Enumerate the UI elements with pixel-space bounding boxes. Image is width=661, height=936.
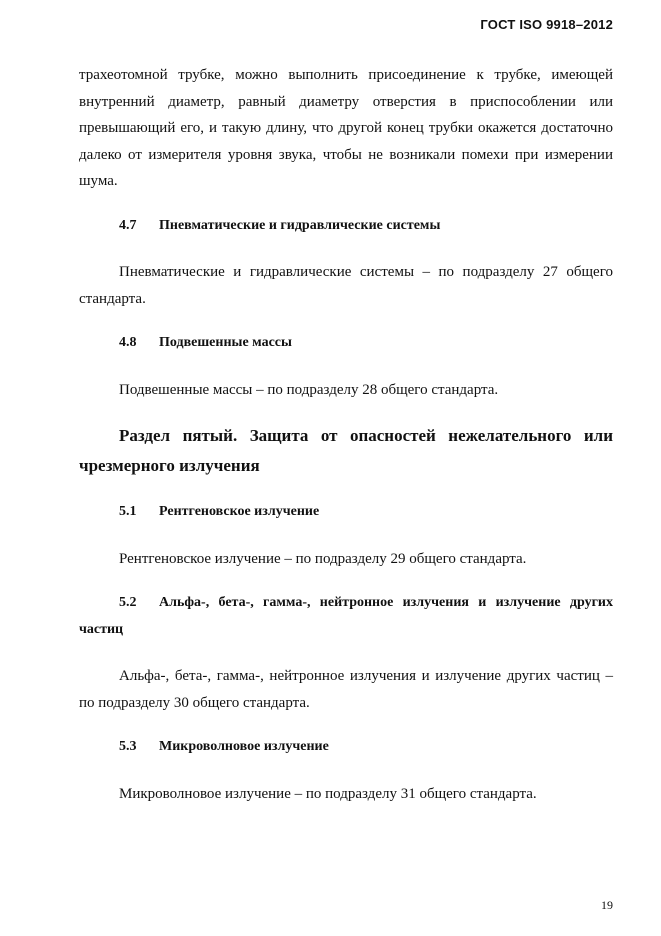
heading-number: 5.3 xyxy=(119,739,137,754)
heading-5-2 xyxy=(79,590,613,643)
page-content xyxy=(79,62,613,807)
paragraph-4-8: Подвешенные массы – по подразделу 28 общего стандарта. xyxy=(119,381,499,398)
heading-title: Пневматические и гидравлические системы xyxy=(159,217,441,233)
heading-5-3 xyxy=(79,734,613,761)
heading-5-1 xyxy=(79,499,613,526)
heading-number: 5.2 xyxy=(119,595,137,610)
paragraph-5-2: Альфа-, бета-, гамма-, нейтронное излучения и излучение других частиц – по подразделу 30 общего стандарта. xyxy=(79,668,613,711)
heading-number: 4.8 xyxy=(119,335,137,350)
heading-4-7 xyxy=(79,213,613,240)
heading-title: Рентгеновское излучение xyxy=(159,504,320,519)
paragraph-4-7: Пневматические и гидравлические системы – по подразделу 27 общего стандарта. xyxy=(79,264,613,307)
intro-paragraph: трахеотомной трубке, можно выполнить присоединение к трубке, имеющей внутренний диаметр, равный диаметру отверстия в приспособлении или превышающий его, и такую длину, что другой конец трубки окажется достаточно далеко от измерителя уровня звука, чтобы не возникали помехи при измерении шума. xyxy=(79,67,613,189)
paragraph-5-3: Микроволновое излучение – по подразделу 31 общего стандарта. xyxy=(119,785,537,802)
heading-title: Подвешенные массы xyxy=(159,335,292,350)
heading-title: Альфа-, бета-, гамма-, нейтронное излучения и излучение других частиц xyxy=(79,595,613,637)
heading-4-8 xyxy=(79,330,613,357)
paragraph-5-1: Рентгеновское излучение – по подразделу 29 общего стандарта. xyxy=(119,550,527,567)
part-five-title: Раздел пятый. Защита от опасностей нежелательного или чрезмерного излучения xyxy=(79,426,613,475)
heading-number: 4.7 xyxy=(119,217,137,233)
document-header: ГОСТ ISO 9918–2012 xyxy=(480,17,613,32)
page-number: 19 xyxy=(601,898,613,912)
heading-title: Микроволновое излучение xyxy=(159,739,329,754)
heading-number: 5.1 xyxy=(119,504,137,519)
